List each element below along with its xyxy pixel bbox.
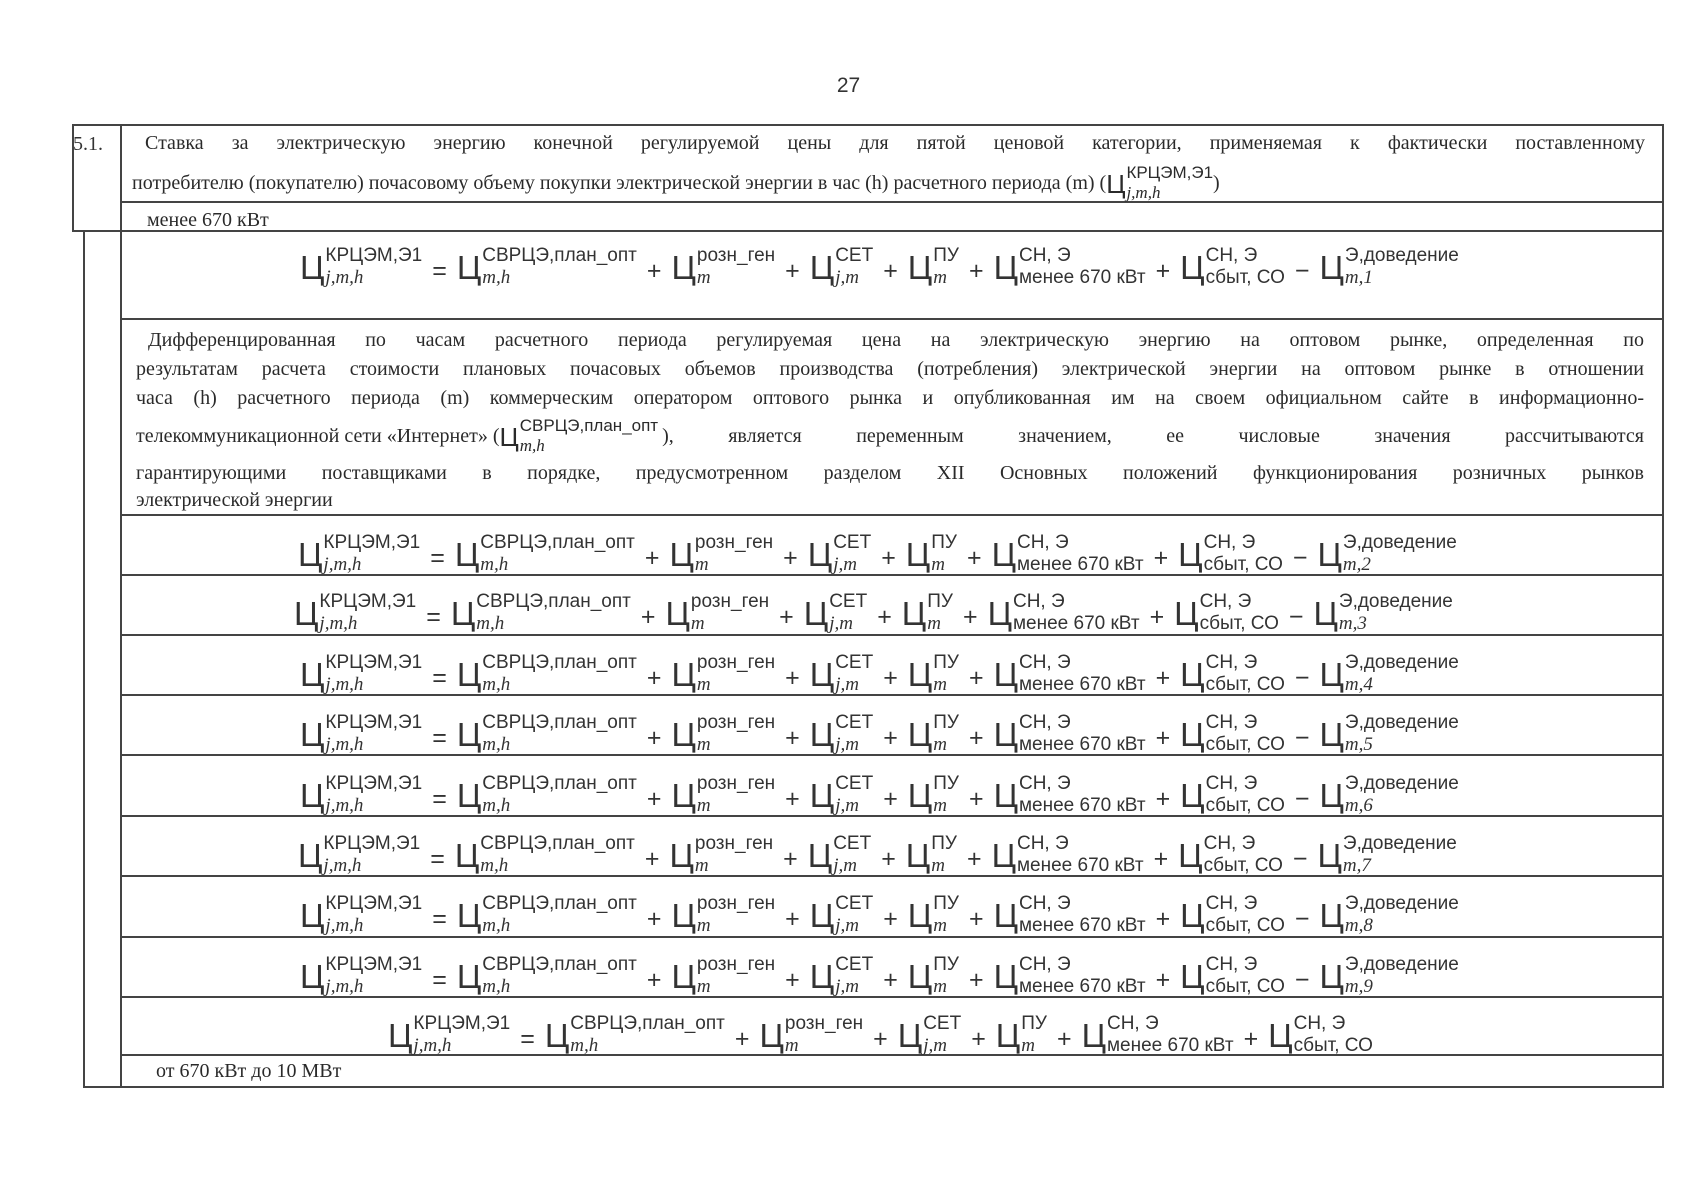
plus-operator: + — [1155, 664, 1171, 693]
eq-operator: = — [430, 544, 445, 573]
description-line-5: гарантирующими поставщиками в порядке, предусмотренном разделом XII Основных положений функционирования розничных рынков — [136, 462, 1644, 484]
intro-line-2 — [132, 163, 1220, 202]
price-svrce: Ц СВРЦЭ,план_опт m,h — [456, 245, 637, 288]
plus-operator: + — [1155, 785, 1171, 814]
plus-operator: + — [785, 724, 800, 753]
plus-operator: + — [1155, 257, 1171, 286]
plus-operator: + — [640, 603, 656, 632]
plus-operator: + — [883, 966, 898, 995]
price-sn-sbyt: Ц СН, Э сбыт, СО — [1178, 833, 1283, 876]
price-pu: Ц ПУ m — [907, 652, 959, 695]
price-dovedenie: Ц Э,доведение m,2 — [1317, 532, 1457, 575]
price-sn-670: Ц СН, Э менее 670 кВт — [993, 245, 1146, 288]
price-rozn-gen: Ц розн_ген m — [671, 712, 776, 755]
category-670-10: от 670 кВт до 10 МВт — [156, 1060, 342, 1082]
minus-operator: − — [1288, 603, 1304, 632]
price-rozn-gen: Ц розн_ген m — [671, 954, 776, 997]
plus-operator: + — [785, 905, 800, 934]
plus-operator: + — [968, 664, 984, 693]
price-krcem: Ц КРЦЭМ,Э1 j,m,h — [388, 1013, 511, 1056]
plus-operator: + — [646, 664, 662, 693]
minus-operator: − — [1292, 845, 1308, 874]
price-sn-670: Ц СН, Э менее 670 кВт — [1081, 1013, 1234, 1056]
price-sn-sbyt: Ц СН, Э сбыт, СО — [1180, 773, 1285, 816]
price-sn-sbyt: Ц СН, Э сбыт, СО — [1178, 532, 1283, 575]
eq-operator: = — [432, 257, 447, 286]
price-krcem: Ц КРЦЭМ,Э1 j,m,h — [298, 833, 421, 876]
eq-operator: = — [426, 603, 441, 632]
plus-operator: + — [785, 664, 800, 693]
minus-operator: − — [1294, 664, 1310, 693]
formula-row — [300, 712, 1459, 755]
plus-operator: + — [646, 785, 662, 814]
price-sn-sbyt: Ц СН, Э сбыт, СО — [1180, 893, 1285, 936]
price-symbol-svrce: Ц СВРЦЭ,план_опт m,h — [499, 416, 659, 455]
formula-row — [300, 245, 1459, 288]
price-krcem: Ц КРЦЭМ,Э1 j,m,h — [300, 954, 423, 997]
plus-operator: + — [968, 257, 984, 286]
description-line-6: электрической энергии — [136, 489, 333, 511]
price-sn-670: Ц СН, Э менее 670 кВт — [987, 591, 1140, 634]
plus-operator: + — [966, 845, 982, 874]
plus-operator: + — [968, 966, 984, 995]
plus-operator: + — [883, 785, 898, 814]
price-sn-sbyt: Ц СН, Э сбыт, СО — [1180, 712, 1285, 755]
price-rozn-gen: Ц розн_ген m — [671, 245, 776, 288]
price-krcem: Ц КРЦЭМ,Э1 j,m,h — [294, 591, 417, 634]
price-krcem: Ц КРЦЭМ,Э1 j,m,h — [298, 532, 421, 575]
eq-operator: = — [520, 1025, 535, 1054]
formula-row — [300, 652, 1459, 695]
plus-operator: + — [646, 724, 662, 753]
price-krcem: Ц КРЦЭМ,Э1 j,m,h — [300, 893, 423, 936]
category-under-670: менее 670 кВт — [147, 209, 269, 231]
plus-operator: + — [1155, 905, 1171, 934]
price-sn-670: Ц СН, Э менее 670 кВт — [993, 773, 1146, 816]
price-sn-670: Ц СН, Э менее 670 кВт — [993, 954, 1146, 997]
plus-operator: + — [646, 257, 662, 286]
price-svrce: Ц СВРЦЭ,план_опт m,h — [456, 712, 637, 755]
price-pu: Ц ПУ m — [995, 1013, 1047, 1056]
plus-operator: + — [883, 724, 898, 753]
price-dovedenie: Ц Э,доведение m,9 — [1319, 954, 1459, 997]
plus-operator: + — [1155, 724, 1171, 753]
plus-operator: + — [734, 1025, 750, 1054]
formula-row — [294, 591, 1453, 634]
eq-operator: = — [432, 785, 447, 814]
price-dovedenie: Ц Э,доведение m,6 — [1319, 773, 1459, 816]
price-pu: Ц ПУ m — [907, 245, 959, 288]
intro-close: ) — [1213, 172, 1220, 195]
price-krcem: Ц КРЦЭМ,Э1 j,m,h — [300, 245, 423, 288]
price-dovedenie: Ц Э,доведение m,1 — [1319, 245, 1459, 288]
price-set: Ц СЕТ j,m — [809, 245, 874, 288]
price-sn-670: Ц СН, Э менее 670 кВт — [991, 833, 1144, 876]
plus-operator: + — [971, 1025, 986, 1054]
description-line-4a: телекоммуникационной сети «Интернет» ( — [136, 425, 500, 448]
plus-operator: + — [883, 257, 898, 286]
price-svrce: Ц СВРЦЭ,план_опт m,h — [456, 893, 637, 936]
price-krcem: Ц КРЦЭМ,Э1 j,m,h — [300, 773, 423, 816]
price-set: Ц СЕТ j,m — [809, 773, 874, 816]
price-set: Ц СЕТ j,m — [803, 591, 868, 634]
price-rozn-gen: Ц розн_ген m — [665, 591, 770, 634]
formula-row — [300, 893, 1459, 936]
eq-operator: = — [430, 845, 445, 874]
price-svrce: Ц СВРЦЭ,план_опт m,h — [454, 532, 635, 575]
plus-operator: + — [646, 966, 662, 995]
plus-operator: + — [1153, 544, 1169, 573]
description-line-2: результатам расчета стоимости плановых почасовых объемов производства (потребления) электрической энергии на оптовом рынке в отношении — [136, 358, 1644, 380]
minus-operator: − — [1294, 905, 1310, 934]
price-svrce: Ц СВРЦЭ,план_опт m,h — [450, 591, 631, 634]
price-set: Ц СЕТ j,m — [809, 712, 874, 755]
formula-row — [300, 773, 1459, 816]
description-line-3: часа (h) расчетного периода (m) коммерческим оператором оптового рынка и опубликованная им на своем официальном сайте в информационно- — [136, 387, 1644, 409]
price-sn-670: Ц СН, Э менее 670 кВт — [993, 712, 1146, 755]
price-sn-sbyt: Ц СН, Э сбыт, СО — [1180, 954, 1285, 997]
price-pu: Ц ПУ m — [901, 591, 953, 634]
price-dovedenie: Ц Э,доведение m,8 — [1319, 893, 1459, 936]
price-rozn-gen: Ц розн_ген m — [669, 532, 774, 575]
price-rozn-gen: Ц розн_ген m — [669, 833, 774, 876]
price-rozn-gen: Ц розн_ген m — [671, 652, 776, 695]
price-dovedenie: Ц Э,доведение m,4 — [1319, 652, 1459, 695]
price-set: Ц СЕТ j,m — [809, 652, 874, 695]
plus-operator: + — [783, 544, 798, 573]
plus-operator: + — [644, 845, 660, 874]
formula-row — [298, 833, 1457, 876]
plus-operator: + — [962, 603, 978, 632]
price-sn-670: Ц СН, Э менее 670 кВт — [991, 532, 1144, 575]
price-rozn-gen: Ц розн_ген m — [759, 1013, 864, 1056]
plus-operator: + — [881, 544, 896, 573]
price-set: Ц СЕТ j,m — [809, 893, 874, 936]
price-set: Ц СЕТ j,m — [807, 532, 872, 575]
price-dovedenie: Ц Э,доведение m,3 — [1313, 591, 1453, 634]
price-rozn-gen: Ц розн_ген m — [671, 773, 776, 816]
minus-operator: − — [1292, 544, 1308, 573]
intro-line-2-text: потребителю (покупателю) почасовому объему покупки электрической энергии в час (h) расчетного периода (m) ( — [132, 172, 1107, 195]
description-line-4b: ), является переменным значением, ее числовые значения рассчитываются — [662, 425, 1644, 448]
price-symbol-krcem-intro: Ц КРЦЭМ,Э1 j,m,h — [1106, 163, 1214, 202]
plus-operator: + — [1056, 1025, 1072, 1054]
plus-operator: + — [968, 724, 984, 753]
price-sn-670: Ц СН, Э менее 670 кВт — [993, 652, 1146, 695]
eq-operator: = — [432, 905, 447, 934]
price-sn-670: Ц СН, Э менее 670 кВт — [993, 893, 1146, 936]
plus-operator: + — [968, 905, 984, 934]
description-line-4 — [136, 416, 1644, 455]
plus-operator: + — [1243, 1025, 1259, 1054]
price-sn-sbyt: Ц СН, Э сбыт, СО — [1180, 652, 1285, 695]
price-svrce: Ц СВРЦЭ,план_опт m,h — [454, 833, 635, 876]
price-sn-sbyt: Ц СН, Э сбыт, СО — [1174, 591, 1279, 634]
price-pu: Ц ПУ m — [907, 893, 959, 936]
minus-operator: − — [1294, 257, 1310, 286]
plus-operator: + — [873, 1025, 888, 1054]
price-krcem: Ц КРЦЭМ,Э1 j,m,h — [300, 712, 423, 755]
minus-operator: − — [1294, 785, 1310, 814]
price-set: Ц СЕТ j,m — [809, 954, 874, 997]
price-svrce: Ц СВРЦЭ,план_опт m,h — [544, 1013, 725, 1056]
price-svrce: Ц СВРЦЭ,план_опт m,h — [456, 954, 637, 997]
eq-operator: = — [432, 664, 447, 693]
plus-operator: + — [646, 905, 662, 934]
price-set: Ц СЕТ j,m — [897, 1013, 962, 1056]
plus-operator: + — [785, 257, 800, 286]
page-number: 27 — [836, 74, 861, 97]
price-pu: Ц ПУ m — [905, 532, 957, 575]
price-rozn-gen: Ц розн_ген m — [671, 893, 776, 936]
plus-operator: + — [783, 845, 798, 874]
plus-operator: + — [1149, 603, 1165, 632]
price-pu: Ц ПУ m — [907, 773, 959, 816]
price-sn-sbyt: Ц СН, Э сбыт, СО — [1180, 245, 1285, 288]
plus-operator: + — [883, 664, 898, 693]
eq-operator: = — [432, 724, 447, 753]
price-krcem: Ц КРЦЭМ,Э1 j,m,h — [300, 652, 423, 695]
formula-row — [388, 1013, 1373, 1056]
plus-operator: + — [1153, 845, 1169, 874]
plus-operator: + — [881, 845, 896, 874]
price-pu: Ц ПУ m — [907, 954, 959, 997]
price-dovedenie: Ц Э,доведение m,7 — [1317, 833, 1457, 876]
eq-operator: = — [432, 966, 447, 995]
plus-operator: + — [1155, 966, 1171, 995]
plus-operator: + — [785, 966, 800, 995]
price-set: Ц СЕТ j,m — [807, 833, 872, 876]
price-pu: Ц ПУ m — [905, 833, 957, 876]
plus-operator: + — [644, 544, 660, 573]
price-sn-sbyt: Ц СН, Э сбыт, СО — [1268, 1013, 1373, 1056]
plus-operator: + — [785, 785, 800, 814]
minus-operator: − — [1294, 966, 1310, 995]
plus-operator: + — [966, 544, 982, 573]
formula-row — [298, 532, 1457, 575]
minus-operator: − — [1294, 724, 1310, 753]
plus-operator: + — [877, 603, 892, 632]
price-dovedenie: Ц Э,доведение m,5 — [1319, 712, 1459, 755]
formula-row — [300, 954, 1459, 997]
plus-operator: + — [883, 905, 898, 934]
plus-operator: + — [779, 603, 794, 632]
intro-line-1: Ставка за электрическую энергию конечной регулируемой цены для пятой ценовой категории, применяемая к фактически поставленному — [145, 132, 1645, 154]
price-svrce: Ц СВРЦЭ,план_опт m,h — [456, 652, 637, 695]
price-pu: Ц ПУ m — [907, 712, 959, 755]
description-line-1: Дифференцированная по часам расчетного периода регулируемая цена на электрическую энергию на оптовом рынке, определенная по — [148, 329, 1644, 351]
section-number: 5.1. — [73, 133, 103, 155]
plus-operator: + — [968, 785, 984, 814]
price-svrce: Ц СВРЦЭ,план_опт m,h — [456, 773, 637, 816]
